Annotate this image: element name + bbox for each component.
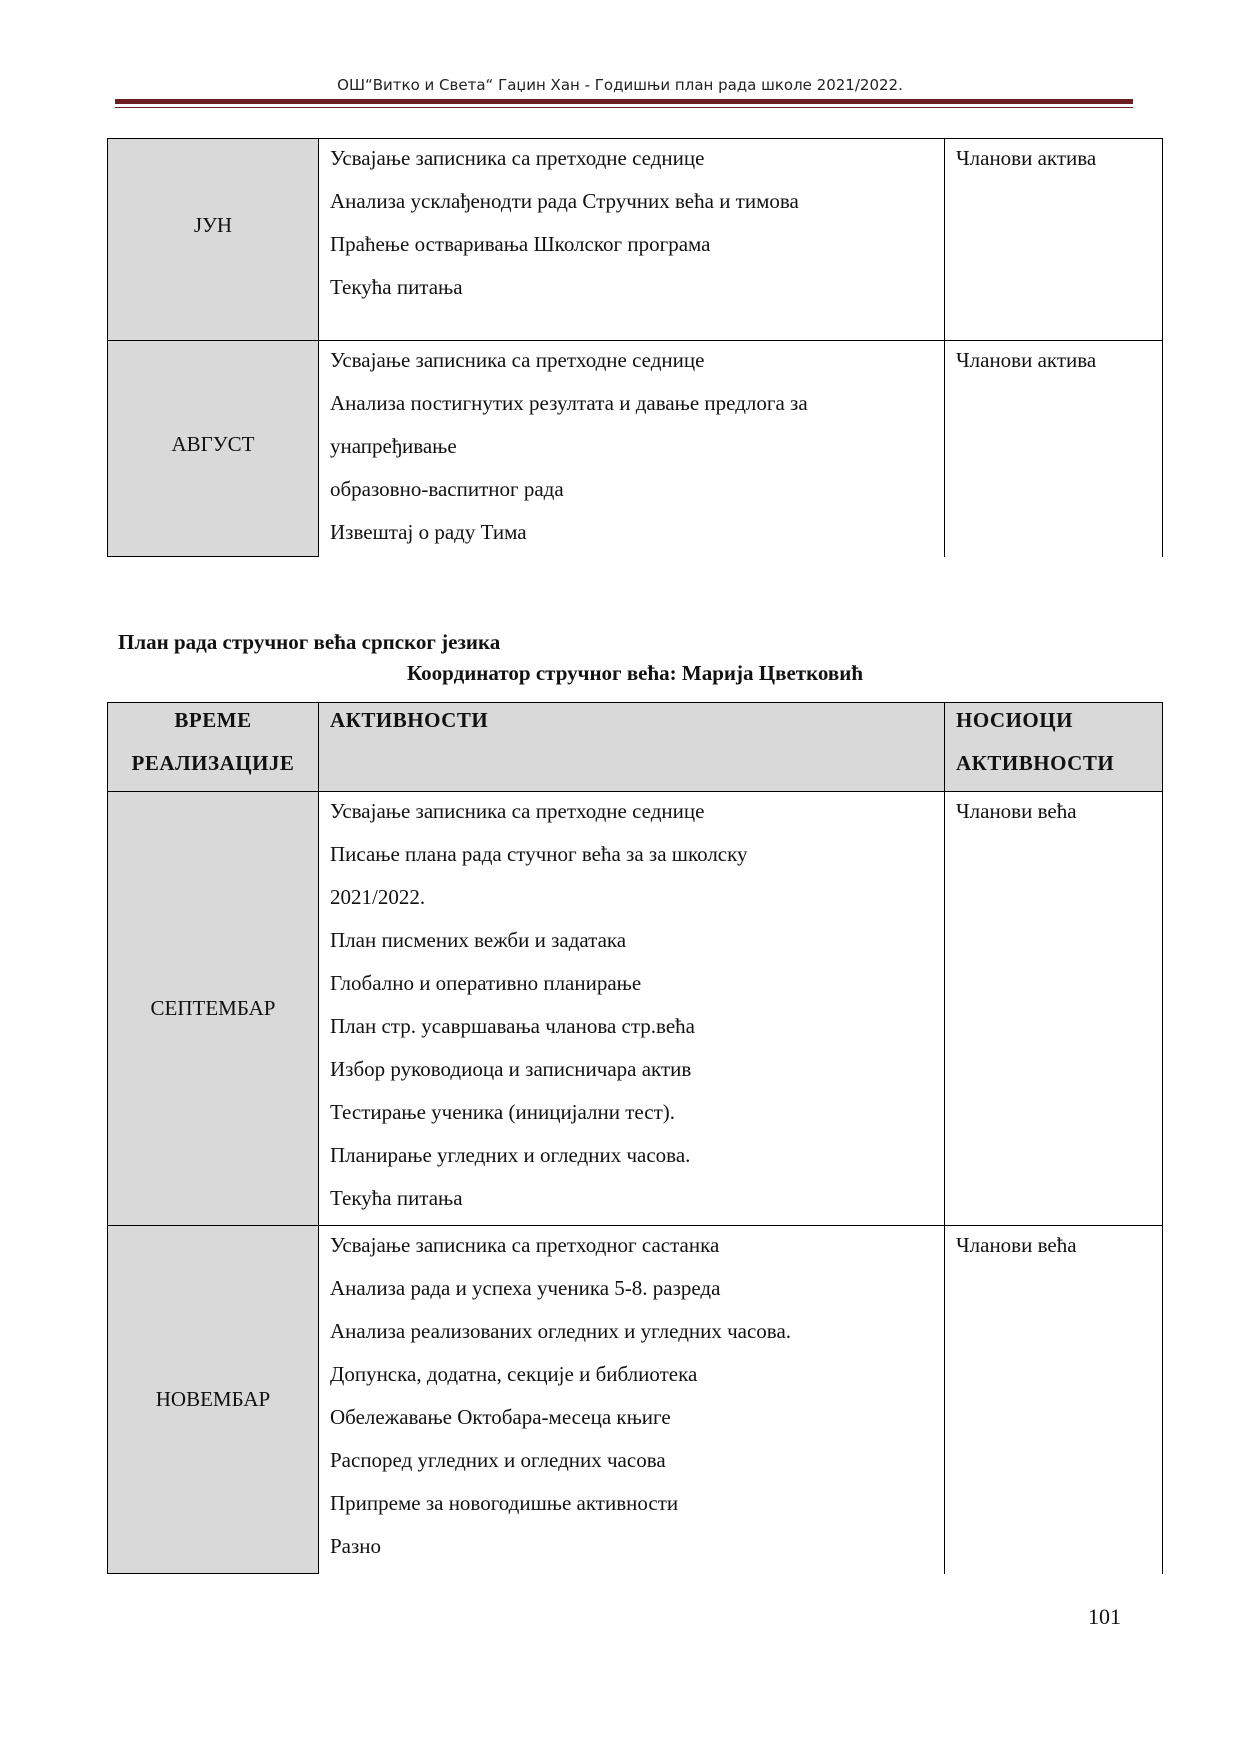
activity-line: унапређивање xyxy=(330,434,457,458)
holders-label: Чланови актива xyxy=(956,146,1097,170)
table-previous-plan xyxy=(107,138,1163,557)
activity-line: Анализа усклађенодти рада Стручних већа и тимова xyxy=(330,189,799,213)
activity-line: 2021/2022. xyxy=(330,885,426,909)
activity-line: Усвајање записника са претходног састанка xyxy=(330,1233,720,1257)
section-title: План рада стручног већа српског језика xyxy=(118,630,501,654)
month-label: АВГУСТ xyxy=(171,432,255,456)
header-time-line1: ВРЕМЕ xyxy=(174,708,252,732)
time-cell xyxy=(108,139,319,341)
coordinator-line: Координатор стручног већа: Марија Цветковић xyxy=(406,661,863,685)
header-rule-thick xyxy=(115,99,1133,104)
holders-label: Чланови актива xyxy=(956,348,1097,372)
header-holders xyxy=(945,703,1163,792)
holders-label: Чланови већа xyxy=(956,1233,1077,1257)
table-row xyxy=(108,139,1163,341)
holders-cell xyxy=(945,139,1163,341)
time-cell xyxy=(108,1226,319,1574)
table-row xyxy=(108,1226,1163,1574)
header-activities-label: АКТИВНОСТИ xyxy=(330,708,489,732)
activity-line: План писмених вежби и задатака xyxy=(330,928,627,952)
table-serbian-language-plan xyxy=(107,702,1163,1574)
header-time-line2: РЕАЛИЗАЦИЈЕ xyxy=(131,751,295,775)
activity-line: образовно-васпитног рада xyxy=(330,477,564,501)
activity-line: Обележавање Октобара-месеца књиге xyxy=(330,1405,671,1429)
activity-line: Распоред угледних и огледних часова xyxy=(330,1448,666,1472)
activity-line: Праћење остваривања Школског програма xyxy=(330,232,711,256)
activity-line: Извештај о раду Тима xyxy=(330,520,527,544)
activity-line: Глобално и оперативно планирање xyxy=(330,971,642,995)
page-number: 101 xyxy=(1088,1604,1121,1629)
activities-cell xyxy=(319,139,945,341)
time-cell xyxy=(108,341,319,557)
activities-cell xyxy=(319,792,945,1226)
table-row xyxy=(108,792,1163,1226)
activities-cell xyxy=(319,341,945,557)
time-cell xyxy=(108,792,319,1226)
activity-line: Допунска, додатна, секције и библиотека xyxy=(330,1362,698,1386)
holders-label: Чланови већа xyxy=(956,799,1077,823)
activity-line: Писање плана рада стучног већа за за школску xyxy=(330,842,748,866)
activity-line: Текућа питања xyxy=(330,275,463,299)
activity-line: Разно xyxy=(330,1534,382,1558)
activity-line: Усвајање записника са претходне седнице xyxy=(330,146,705,170)
activity-line: Усвајање записника са претходне седнице xyxy=(330,799,705,823)
activity-line: Анализа рада и успеха ученика 5-8. разреда xyxy=(330,1276,721,1300)
holders-cell xyxy=(945,1226,1163,1574)
header-activities xyxy=(319,703,945,792)
activity-line: Планирање угледних и огледних часова. xyxy=(330,1143,691,1167)
activity-line: Припреме за новогодишње активности xyxy=(330,1491,679,1515)
activity-line: План стр. усавршавања чланова стр.већа xyxy=(330,1014,695,1038)
month-label: НОВЕМБАР xyxy=(155,1387,271,1411)
activity-line: Текућа питања xyxy=(330,1186,463,1210)
activities-cell xyxy=(319,1226,945,1574)
month-label: ЈУН xyxy=(193,213,233,237)
table-header-row xyxy=(108,703,1163,792)
header-holders-line2: АКТИВНОСТИ xyxy=(956,751,1115,775)
activity-line: Усвајање записника са претходне седнице xyxy=(330,348,705,372)
activity-line: Тестирање ученика (иницијални тест). xyxy=(330,1100,675,1124)
month-label: СЕПТЕМБАР xyxy=(150,996,276,1020)
header-time xyxy=(108,703,319,792)
activity-line: Анализа постигнутих резултата и давање предлога за xyxy=(330,391,808,415)
running-header: ОШ“Витко и Света“ Гаџин Хан - Годишњи план рада школе 2021/2022. xyxy=(337,76,903,94)
header-rule-thin xyxy=(115,107,1133,108)
header-holders-line1: НОСИОЦИ xyxy=(956,708,1073,732)
holders-cell xyxy=(945,792,1163,1226)
table-row xyxy=(108,341,1163,557)
activity-line: Анализа реализованих огледних и угледних часова. xyxy=(330,1319,792,1343)
holders-cell xyxy=(945,341,1163,557)
activity-line: Избор руководиоца и записничара актив xyxy=(330,1057,692,1081)
